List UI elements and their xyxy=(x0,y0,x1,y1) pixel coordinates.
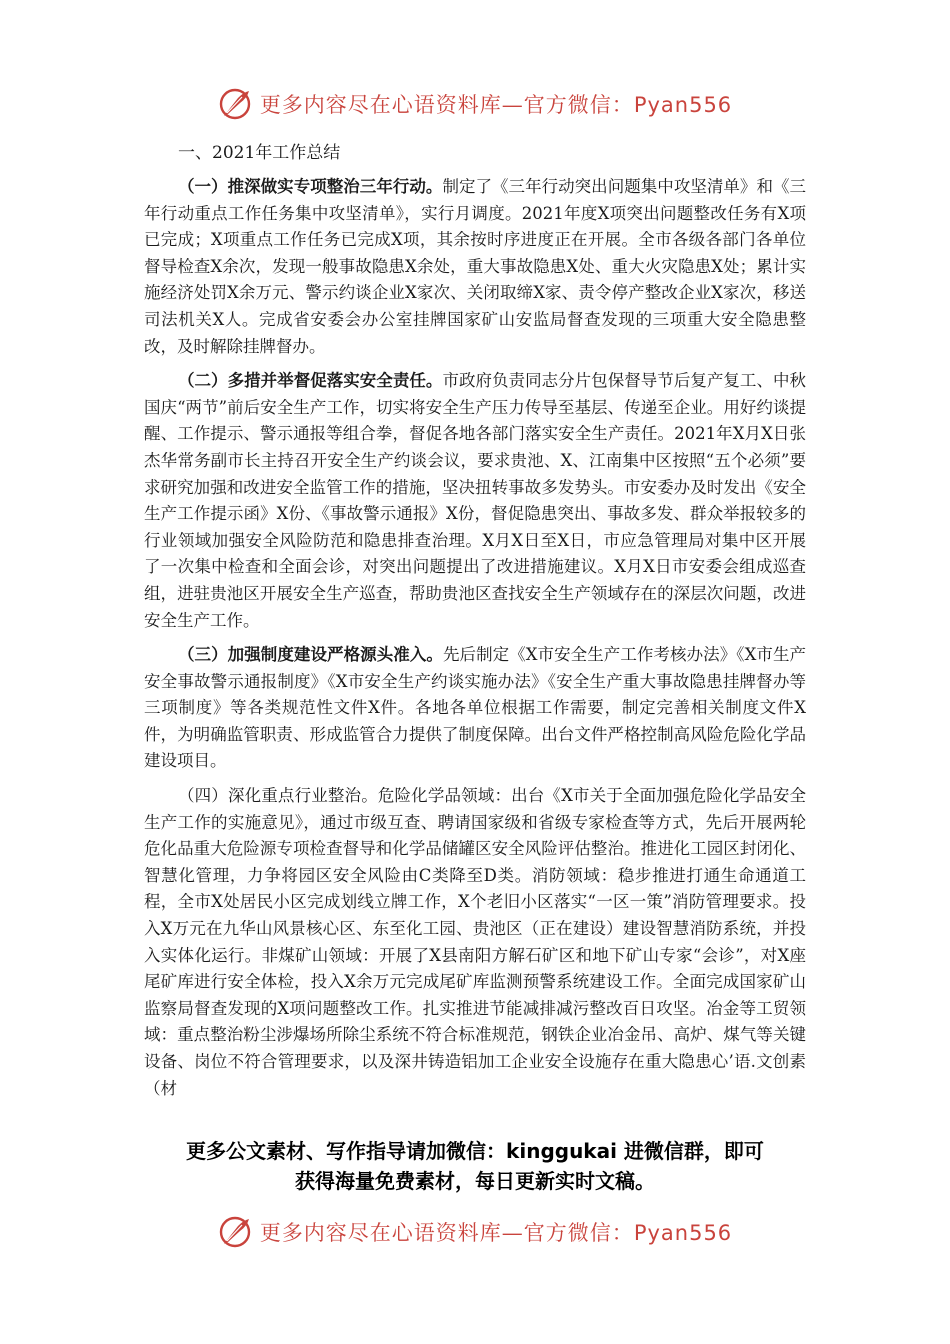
paragraph-lead: （一）推深做实专项整治三年行动。 xyxy=(178,177,443,196)
watermark-wechat-id: Pyan556 xyxy=(633,93,733,117)
quill-logo-icon xyxy=(218,87,252,121)
promo-banner xyxy=(120,1136,830,1196)
promo-line-1: 更多公文素材、写作指导请加微信：kinggukai 进微信群，即可 xyxy=(186,1139,764,1163)
paragraph-text: （四）深化重点行业整治。危险化学品领域：出台《X市关于全面加强危险化学品安全生产工作的实施意见》，通过市级互查、聘请国家级和省级专家检查等方式，先后开展两轮危化品重大危险源专项检查督导和化学品储罐区安全风险评估整治。推进化工园区封闭化、智慧化管理，力争将园区安全风险由C类降至D类。消防领域：稳步推进打通生命通道工程，全市X处居民小区完成划线立牌工作，X个老旧小区落实“一区一策”消防管理要求。投入X万元在九华山风景核心区、东至化工园、贵池区（正在建设）建设智慧消防系统，并投入实体化运行。非煤矿山领域：开展了X县南阳方解石矿区和地下矿山专家“会诊”，对X座尾矿库进行安全体检，投入X余万元完成尾矿库监测预警系统建设工作。全面完成国家矿山监察局督查发现的X项问题整改工作。扎实推进节能减排减污整改百日攻坚。冶金等工贸领域：重点整治粉尘涉爆场所除尘系统不符合标准规范，钢铁企业冶金吊、高炉、煤气等关键设备、岗位不符合管理要求，以及深井铸造铝加工企业安全设施存在重大隐患心’语.文创素（材 xyxy=(144,786,806,1098)
watermark-text: 更多内容尽在心语资料库—官方微信：Pyan556 xyxy=(259,1221,733,1245)
quill-logo-icon xyxy=(218,1215,252,1249)
paragraph-2 xyxy=(144,368,806,634)
paragraph-text: 先后制定《X市安全生产工作考核办法》《X市生产安全事故警示通报制度》《X市安全生产约谈实施办法》《安全生产重大事故隐患挂牌督办等三项制度》等各类规范性文件X件。各地各单位根据工作需要，制定完善相关制度文件X件，为明确监管职责、形成监管合力提供了制度保障。出台文件严格控制高风险危险化学品建设项目。 xyxy=(144,645,806,771)
watermark-wechat-id: Pyan556 xyxy=(633,1221,733,1245)
paragraph-lead: （三）加强制度建设严格源头准入。 xyxy=(178,645,443,665)
paragraph-text: 制定了《三年行动突出问题集中攻坚清单》和《三年行动重点工作任务集中攻坚清单》，实行月调度。2021年度X项突出问题整改任务有X项已完成；X项重点工作任务已完成X项，其余按时序进度正在开展。全市各级各部门各单位督导检查X余次，发现一般事故隐患X余处，重大事故隐患X处、重大火灾隐患X处；累计实施经济处罚X余万元、警示约谈企业X家次、关闭取缔X家、责令停产整改企业X家次，移送司法机关X人。完成省安委会办公室挂牌国家矿山安监局督查发现的三项重大安全隐患整改，及时解除挂牌督办。 xyxy=(144,177,807,356)
paragraph-lead: （二）多措并举督促落实安全责任。 xyxy=(178,371,443,391)
watermark-text: 更多内容尽在心语资料库—官方微信：Pyan556 xyxy=(259,93,733,117)
section-heading: 一、2021年工作总结 xyxy=(178,143,341,163)
header-watermark xyxy=(0,84,950,124)
paragraph-3 xyxy=(144,642,806,775)
document-body xyxy=(144,140,806,1110)
footer-watermark xyxy=(0,1212,950,1252)
paragraph-1 xyxy=(144,174,806,360)
paragraph-text: 市政府负责同志分片包保督导节后复产复工、中秋国庆“两节”前后安全生产工作，切实将安全生产压力传导至基层、传递至企业。用好约谈提醒、工作提示、警示通报等组合拳，督促各地各部门落实安全生产责任。2021年X月X日张杰华常务副市长主持召开安全生产约谈会议，要求贵池、X、江南集中区按照“五个必须”要求研究加强和改进安全监管工作的措施，坚决扭转事故多发势头。市安委办及时发出《安全生产工作提示函》X份、《事故警示通报》X份，督促隐患突出、事故多发、群众举报较多的行业领域加强安全风险防范和隐患排查治理。X月X日至X日，市应急管理局对集中区开展了一次集中检查和全面会诊，对突出问题提出了改进措施建议。X月X日市安委会组成巡查组，进驻贵池区开展安全生产巡查，帮助贵池区查找安全生产领域存在的深层次问题，改进安全生产工作。 xyxy=(144,371,807,630)
promo-line-2: 获得海量免费素材，每日更新实时文稿。 xyxy=(295,1169,655,1193)
paragraph-4 xyxy=(144,783,806,1102)
